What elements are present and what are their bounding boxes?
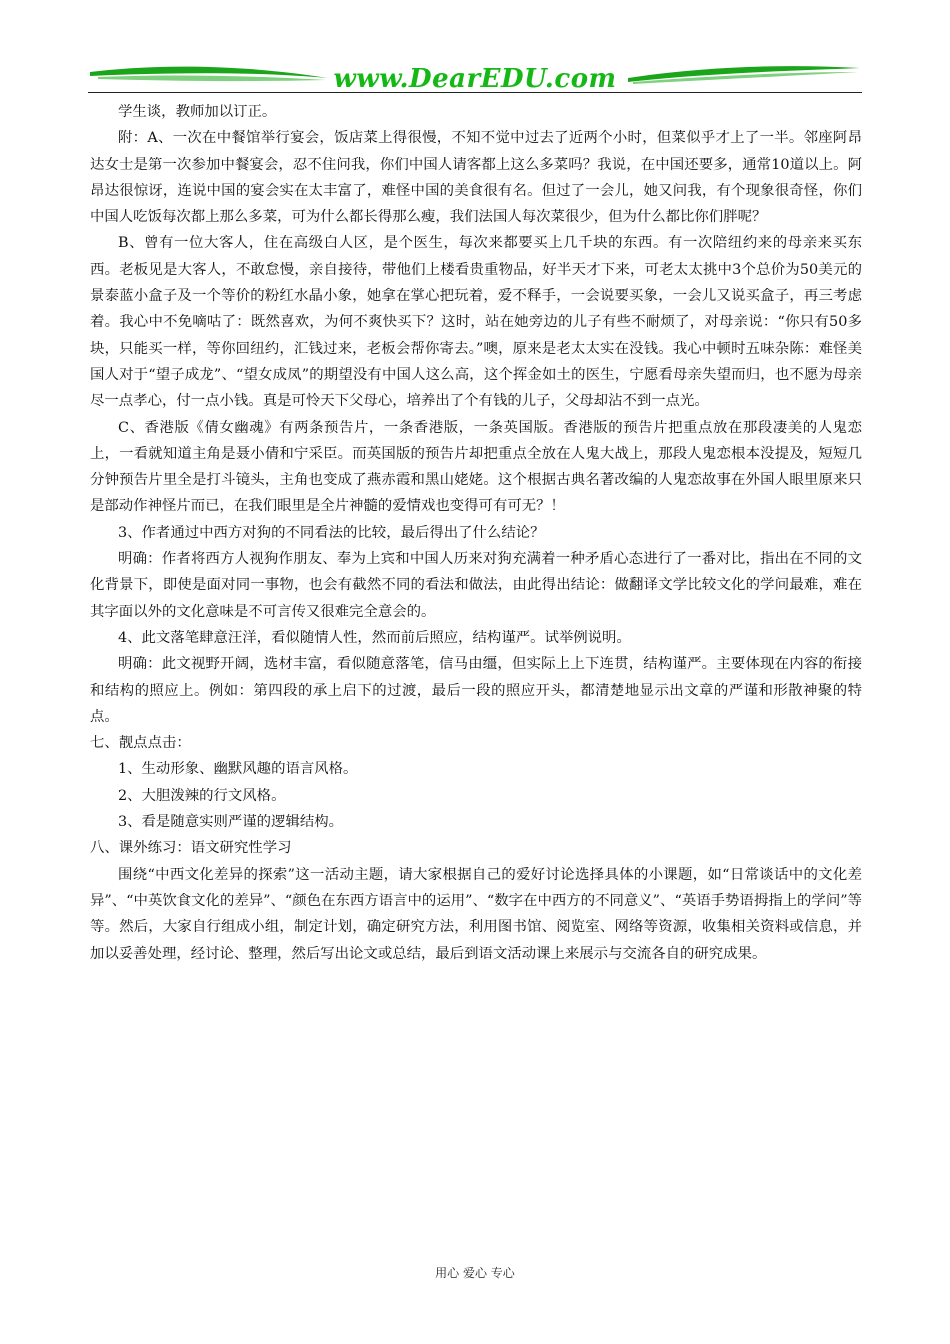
site-logo-text[interactable]: www.DearEDU.com [333,64,617,94]
list-item: 1、生动形象、幽默风趣的语言风格。 [118,761,358,778]
answer-3: 明确：作者将西方人视狗作朋友、奉为上宾和中国人历来对狗充满着一种矛盾心态进行了一番对比，指出在不同的文化背景下，即使是面对同一事物，也会有截然不同的看法和做法，由此得出结论：做翻译文学比较文化的学问最难，难在其字面以外的文化意味是不可言传又很难完全意会的。 [90,551,862,620]
section-heading-8: 八、课外练习：语文研究性学习 [90,840,292,857]
list-item: 3、看是随意实则严谨的逻辑结构。 [118,814,344,831]
paragraph: 围绕“中西文化差异的探索”这一活动主题，请大家根据自己的爱好讨论选择具体的小课题，如“日常谈话中的文化差异”、“中英饮食文化的差异”、“颜色在东西方语言中的运用”、“数字在中西方的不同意义”、“英语手势语拇指上的学问”等等。然后，大家自行组成小组，制定计划，确定研究方法，利用图书馆、阅览室、网络等资源，收集相关资料或信息，并加以妥善处理，经讨论、整理，然后写出论文或总结，最后到语文活动课上来展示与交流各自的研究成果。 [90,866,862,962]
paragraph: C、香港版《倩女幽魂》有两条预告片，一条香港版，一条英国版。香港版的预告片把重点放在那段凄美的人鬼恋上，一看就知道主角是聂小倩和宁采臣。而英国版的预告片却把重点全放在人鬼大战上，那段人鬼恋根本没提及，短短几分钟预告片里全是打斗镜头，主角也变成了燕赤霞和黑山姥姥。这个根据古典名著改编的人鬼恋故事在外国人眼里原来只是部动作神怪片而已，在我们眼里是全片神髓的爱情戏也变得可有可无？！ [90,419,862,515]
paragraph: 附：A、一次在中餐馆举行宴会，饭店菜上得很慢，不知不觉中过去了近两个小时，但菜似乎才上了一半。邻座阿昂达女士是第一次参加中餐宴会，忍不住问我，你们中国人请客都上这么多菜吗？我说，在中国还要多，通常10道以上。阿昂达很惊讶，连说中国的宴会实在太丰富了，难怪中国的美食很有名。但过了一会儿，她又问我，有个现象很奇怪，你们中国人吃饭每次都上那么多菜，可为什么都长得那么瘦，我们法国人每次菜很少，但为什么都比你们胖呢？ [90,130,862,226]
section-heading-7: 七、靓点点击： [90,735,191,752]
question-3: 3、作者通过中西方对狗的不同看法的比较，最后得出了什么结论？ [118,524,545,541]
page-footer: 用心 爱心 专心 [435,1266,515,1280]
question-4: 4、此文落笔肆意汪洋，看似随情人性，然而前后照应，结构谨严。试举例说明。 [118,629,631,646]
document-body [90,99,862,967]
list-item: 2、大胆泼辣的行文风格。 [118,787,286,804]
paragraph: B、曾有一位大客人，住在高级白人区，是个医生，每次来都要买上几千块的东西。有一次陪纽约来的母亲来买东西。老板见是大客人，不敢怠慢，亲自接待，带他们上楼看贵重物品，好半天才下来，可老太太挑中3个总价为50美元的景泰蓝小盒子及一个等价的粉红水晶小象，她拿在掌心把玩着，爱不释手，一会说要买象，一会儿又说买盒子，再三考虑着。我心中不免嘀咕了：既然喜欢，为何不爽快买下？这时，站在她旁边的儿子有些不耐烦了，对母亲说：“你只有50多块，只能买一样，等你回纽约，汇钱过来，老板会帮你寄去。”噢，原来是老太太实在没钱。我心中顿时五味杂陈：难怪美国人对于“望子成龙”、“望女成凤”的期望没有中国人这么高，这个挥金如土的医生，宁愿看母亲失望而归，也不愿为母亲尽一点孝心，付一点小钱。真是可怜天下父母心，培养出了个有钱的儿子，父母却沾不到一点光。 [90,235,862,410]
answer-4: 明确：此文视野开阔，选材丰富，看似随意落笔，信马由缰，但实际上上下连贯，结构谨严。主要体现在内容的衔接和结构的照应上。例如：第四段的承上启下的过渡，最后一段的照应开头，都清楚地显示出文章的严谨和形散神聚的特点。 [90,656,862,725]
header-divider [88,92,862,93]
paragraph: 学生谈，教师加以订正。 [118,104,277,120]
